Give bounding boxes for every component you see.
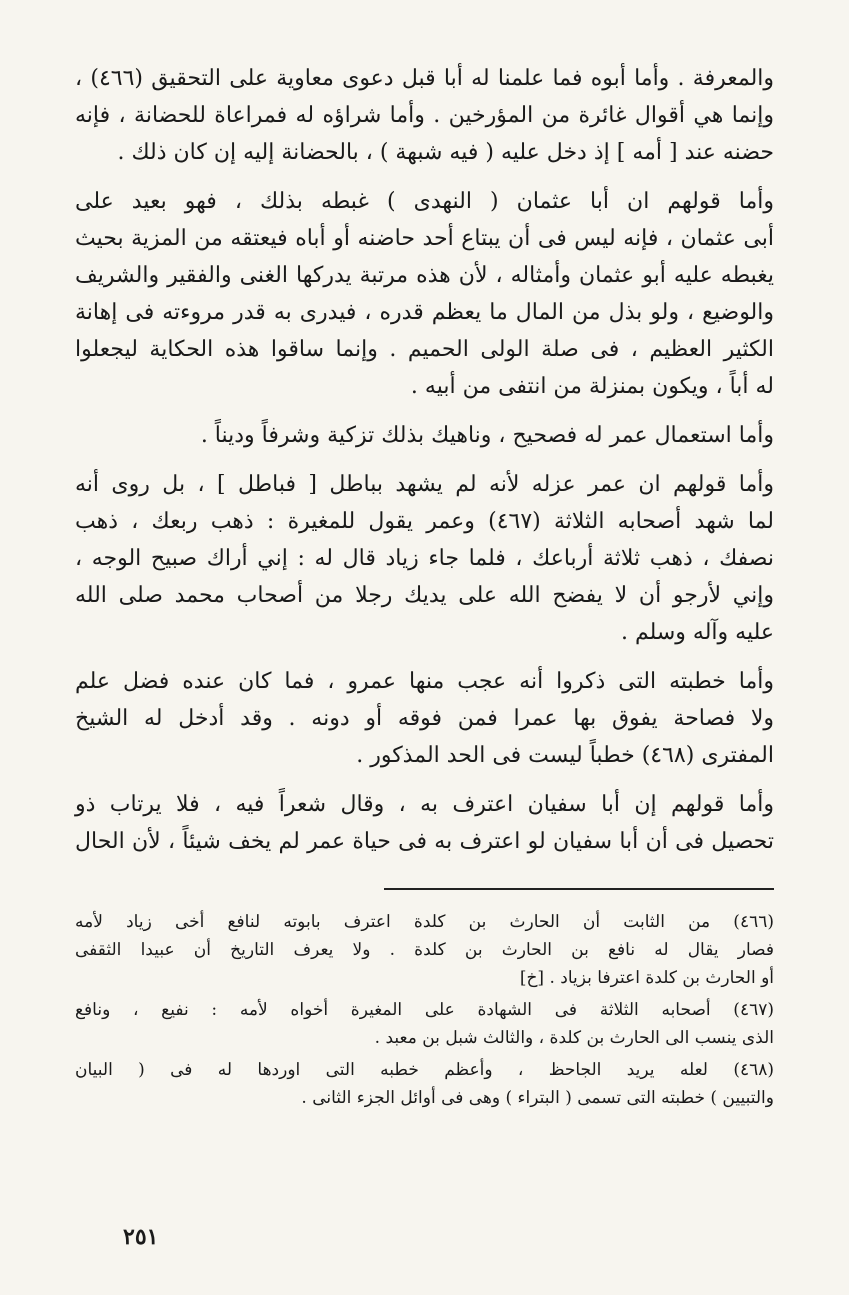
text-line: يغبطه عليه أبو عثمان وأمثاله ، لأن هذه مرتبة يدركها الغنى والفقير والشريف [75,263,774,288]
text-line: وأما قولهم ان عمر عزله لأنه لم يشهد بباطل [ فباطل ] ، بل روى أنه [75,472,774,497]
footnote-line: والتبيين ) خطبته التى تسمى ( البتراء ) وهى فى أوائل الجزء الثانى . [301,1088,774,1108]
text-line: وأما قولهم إن أبا سفيان اعترف به ، وقال شعراً فيه ، فلا يرتاب ذو [75,792,774,817]
footnote-line: (٤٦٦) من الثابت أن الحارث بن كلدة اعترف بابوته لنافع أخى زياد لأمه [75,912,774,932]
text-line: وأما قولهم ان أبا عثمان ( النهدى ) غبطه بذلك ، فهو بعيد على [75,189,774,214]
paragraph [75,786,774,860]
footnote-line: أو الحارث بن كلدة اعترفا بزياد . [خ] [519,968,774,988]
text-line: حضنه عند [ أمه ] إذ دخل عليه ( فيه شبهة ) ، بالحضانة إليه إن كان ذلك . [117,140,774,165]
text-line: له أباً ، ويكون بمنزلة من انتفى من أبيه . [410,374,774,399]
footnote [75,996,774,1052]
text-line: لما شهد أصحابه الثلاثة (٤٦٧) وعمر يقول للمغيرة : ذهب ربعك ، ذهب [75,509,775,534]
text-line: المفترى (٤٦٨) خطباً ليست فى الحد المذكور . [356,743,774,768]
paragraph [75,417,774,454]
footnote [75,1056,774,1112]
text-line: أبى عثمان ، فإنه ليس فى أن يبتاع أحد حاضنه أو أباه فيعتقه من المزية بحيث [75,226,774,251]
footnote-line: (٤٦٨) لعله يريد الجاحظ ، وأعظم خطبه التى اوردها له فى ( البيان [75,1060,774,1080]
footnote-divider [384,888,774,890]
text-line: والمعرفة . وأما أبوه فما علمنا له أبا قبل دعوى معاوية على التحقيق (٤٦٦) ، [75,66,775,91]
text-line: وإني لأرجو أن لا يفضح الله على يديك رجلا من أصحاب محمد صلى الله [75,583,774,608]
footnote-line: (٤٦٧) أصحابه الثلاثة فى الشهادة على المغيرة أخواه لأمه : نفيع ، ونافع [75,1000,774,1020]
text-line: تحصيل فى أن أبا سفيان لو اعترف به فى حياة عمر لم يخف شيئاً ، لأن الحال [75,829,774,854]
text-line: نصفك ، ذهب ثلاثة أرباعك ، فلما جاء زياد قال له : إني أراك صبيح الوجه ، [75,546,774,571]
text-line: عليه وآله وسلم . [620,620,774,645]
text-line: وإنما هي أقوال غائرة من المؤرخين . وأما شراؤه له فمراعاة للحضانة ، فإنه [75,103,774,128]
text-line: والوضيع ، ولو بذل من المال ما يعظم قدره ، فيدرى به قدر مروءته فى إهانة [75,300,774,325]
paragraph [75,466,774,651]
footnotes [75,908,774,1112]
text-line: وأما خطبته التى ذكروا أنه عجب منها عمرو ، فما كان عنده فضل علم [75,669,774,694]
footnote-line: الذى ينسب الى الحارث بن كلدة ، والثالث شبل بن معبد . [374,1028,774,1048]
paragraph [75,663,774,774]
text-line: الكثير العظيم ، فى صلة الولى الحميم . وإنما ساقوا هذه الحكاية ليجعلوا [75,337,774,362]
text-line: وأما استعمال عمر له فصحيح ، وناهيك بذلك تزكية وشرفاً وديناً . [200,423,774,448]
footnote-line: فصار يقال له نافع بن الحارث بن كلدة . ولا يعرف التاريخ أن عبيدا الثقفى [75,940,774,960]
main-text [75,60,774,860]
paragraph [75,60,774,171]
footnote [75,908,774,992]
paragraph [75,183,774,405]
page-number: ٢٥١ [123,1224,159,1250]
text-line: ولا فصاحة يفوق بها عمرا فمن فوقه أو دونه . وقد أدخل له الشيخ [75,706,774,731]
